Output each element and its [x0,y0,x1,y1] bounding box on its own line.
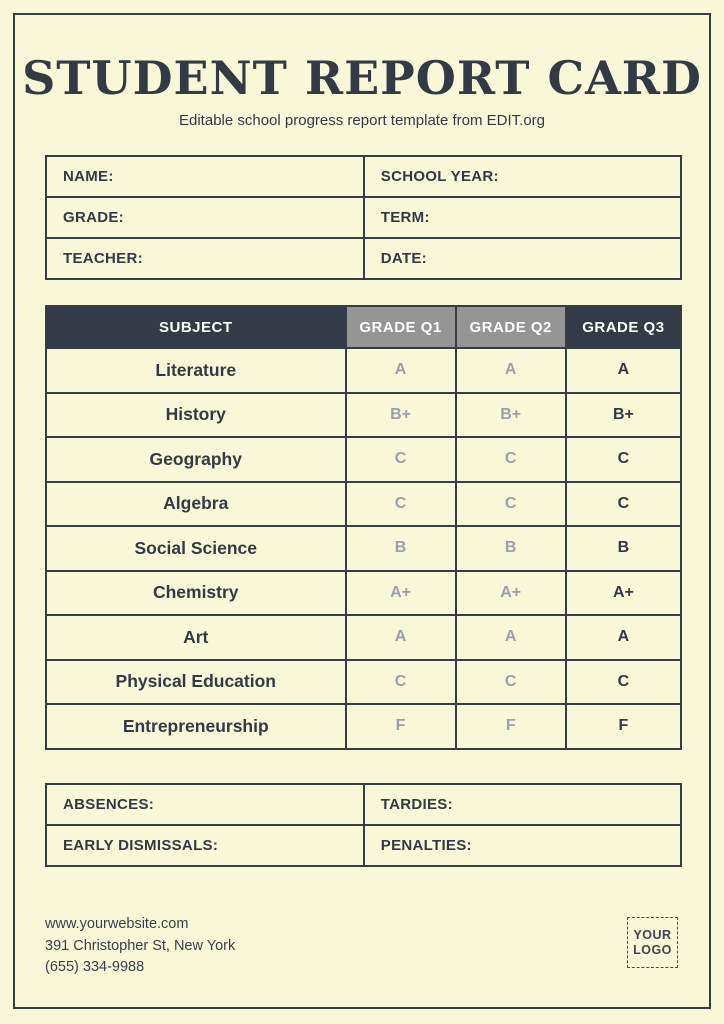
grade-q2-value: C [455,438,565,481]
grade-q3-value: B [565,527,680,570]
column-header-subject: SUBJECT [47,307,345,347]
tardies-field-label: TARDIES: [380,796,453,813]
grade-q1-value: A [345,349,455,392]
grade-q1-value: C [345,483,455,526]
grade-q2-value: C [455,483,565,526]
table-row [47,347,680,392]
teacher-field-label: TEACHER: [47,239,365,278]
subject-name: Chemistry [152,582,239,603]
subject-name: Geography [149,448,242,469]
early-dismissals-field-label: EARLY DISMISSALS: [47,826,365,865]
grade-q2-value: A+ [455,572,565,615]
table-row [47,614,680,659]
grade-q3-value: A [565,616,680,659]
grade-field-label: GRADE: [47,198,365,237]
subject-name: History [165,404,226,425]
grade-q3-value: A+ [565,572,680,615]
grade-q3-value: B+ [565,394,680,437]
penalties-field-label: PENALTIES: [380,837,472,854]
website-text: www.yourwebsite.com [45,916,189,932]
logo-text-line2: LOGO [633,942,672,957]
subject-name: Physical Education [115,671,276,692]
attendance-table [45,783,682,867]
table-row [47,525,680,570]
grade-q2-value: B [455,527,565,570]
grade-q3-value: C [565,438,680,481]
grade-q3-value: A [565,349,680,392]
phone-text: (655) 334-9988 [45,959,145,975]
subject-name: Social Science [134,537,258,558]
absences-field-label: ABSENCES: [47,785,365,824]
grade-q2-value: A [455,349,565,392]
name-field-label: NAME: [47,157,365,196]
grade-q1-value: C [345,438,455,481]
grade-q1-value: B+ [345,394,455,437]
table-row [47,198,680,239]
term-field-label: TERM: [380,209,430,226]
subject-name: Algebra [163,493,229,514]
grade-q2-value: B+ [455,394,565,437]
contact-info [45,914,235,979]
school-year-field-label: SCHOOL YEAR: [380,168,499,185]
table-row [47,481,680,526]
grades-header-row [47,307,680,347]
grade-q3-value: C [565,661,680,704]
grade-q2-value: F [455,705,565,748]
table-row [47,826,680,865]
grade-q3-value: F [565,705,680,748]
address-text: 391 Christopher St, New York [45,937,236,954]
logo-placeholder [627,917,678,968]
column-header-grade-q2: GRADE Q2 [455,307,565,347]
grade-q1-value: B [345,527,455,570]
page-subtitle: Editable school progress report template from EDIT.org [179,112,545,129]
table-row [47,436,680,481]
grade-q1-value: F [345,705,455,748]
table-row [47,703,680,748]
grades-table [45,305,682,750]
grade-q2-value: A [455,616,565,659]
subject-name: Art [183,626,209,647]
page-title: STUDENT REPORT CARD [22,51,702,105]
grade-q3-value: C [565,483,680,526]
table-row [47,570,680,615]
grade-q1-value: A+ [345,572,455,615]
table-row [47,392,680,437]
grade-q2-value: C [455,661,565,704]
column-header-grade-q3: GRADE Q3 [565,307,680,347]
grade-q1-value: A [345,616,455,659]
subject-name: Literature [155,359,237,380]
table-row [47,239,680,278]
column-header-grade-q1: GRADE Q1 [345,307,455,347]
table-row [47,785,680,826]
logo-text-line1: YOUR [633,927,672,942]
table-row [47,659,680,704]
grade-q1-value: C [345,661,455,704]
table-row [47,157,680,198]
subject-name: Entrepreneurship [122,715,269,736]
date-field-label: DATE: [380,250,427,267]
student-info-table [45,155,682,280]
